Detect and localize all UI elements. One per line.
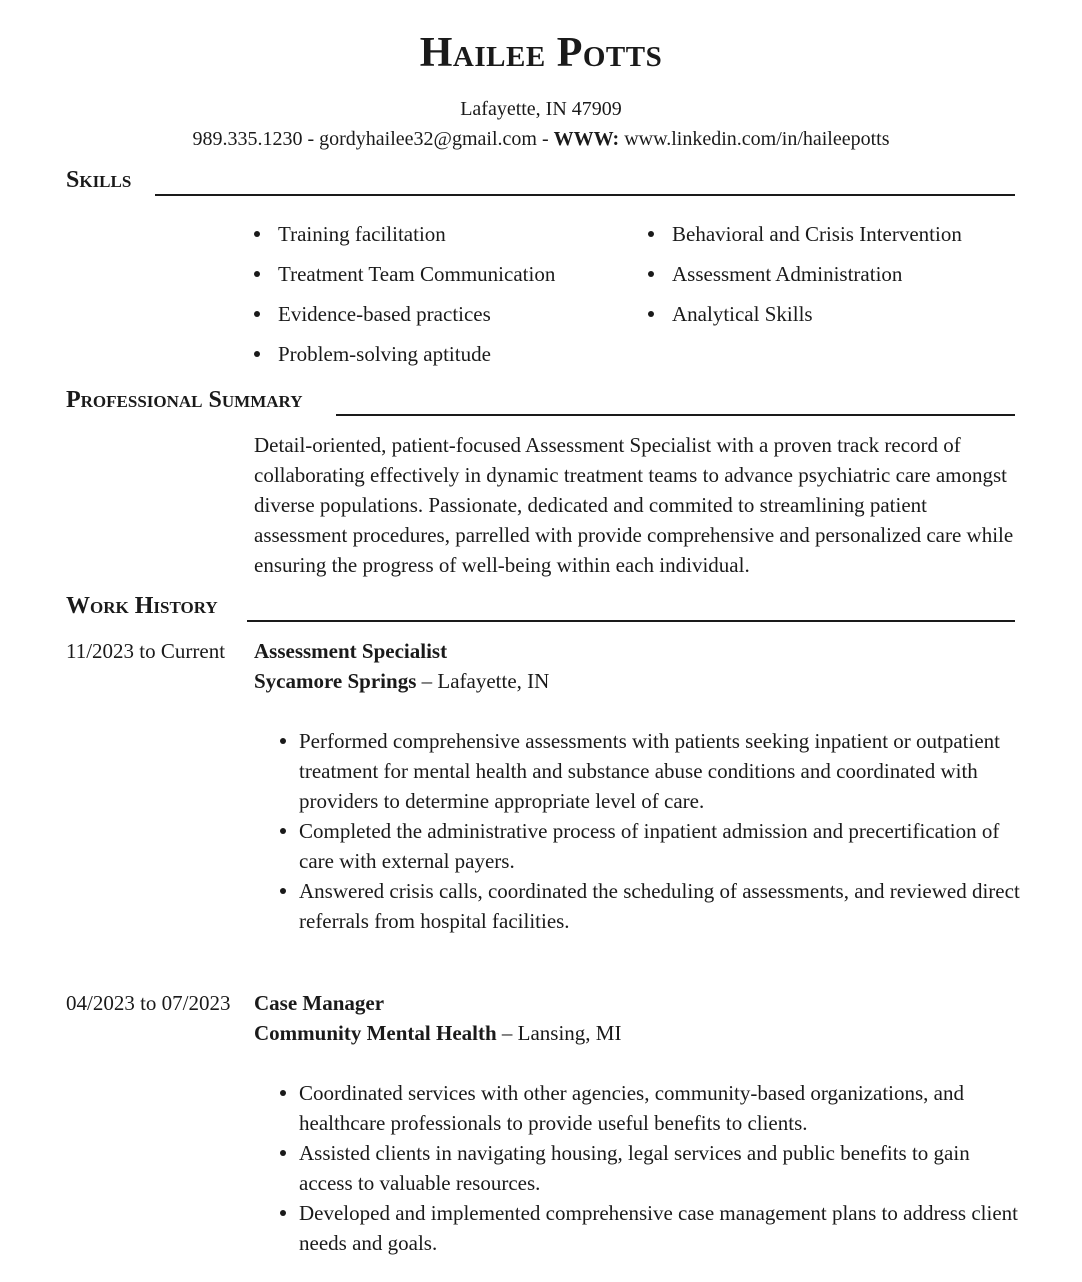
employer-name: Community Mental Health xyxy=(254,1021,497,1045)
skills-section-header xyxy=(66,166,1015,196)
contact-separator: - xyxy=(302,128,320,150)
job-dates: 11/2023 to Current xyxy=(66,639,226,663)
job-title: Assessment Specialist xyxy=(254,639,448,663)
summary-section-header xyxy=(66,386,1015,416)
contact-line xyxy=(0,127,1082,151)
contact-separator: - xyxy=(536,128,554,150)
section-divider xyxy=(155,194,1015,196)
phone-number: 989.335.1230 xyxy=(192,128,303,150)
skill-item: Behavioral and Crisis Intervention xyxy=(648,214,962,254)
www-label: WWW: xyxy=(553,128,620,150)
skill-item: Treatment Team Communication xyxy=(254,254,555,294)
candidate-address: Lafayette, IN 47909 xyxy=(460,98,622,120)
section-divider xyxy=(336,414,1015,416)
job-location: – Lansing, MI xyxy=(496,1021,622,1045)
skills-heading: Skills xyxy=(66,167,132,193)
job-location: – Lafayette, IN xyxy=(416,669,550,693)
section-divider xyxy=(247,620,1015,622)
responsibility-item: Completed the administrative process of inpatient admission and precertification of care with external payers. xyxy=(254,816,1024,876)
candidate-name: Hailee Potts xyxy=(419,30,663,76)
responsibility-item: Answered crisis calls, coordinated the scheduling of assessments, and reviewed direct referrals from hospital facilities. xyxy=(254,876,1024,936)
skill-item: Analytical Skills xyxy=(648,294,962,334)
job-employer-line xyxy=(254,666,549,696)
skill-item: Training facilitation xyxy=(254,214,555,254)
employer-name: Sycamore Springs xyxy=(254,669,417,693)
job-title: Case Manager xyxy=(254,991,385,1015)
job-employer-line xyxy=(254,1018,621,1048)
skills-column-2 xyxy=(648,214,962,334)
responsibility-item: Performed comprehensive assessments with patients seeking inpatient or outpatient treatment for mental health and substance abuse conditions and coordinated with providers to determine appropriate level of care. xyxy=(254,726,1024,816)
job-dates: 04/2023 to 07/2023 xyxy=(66,991,231,1015)
professional-summary-text: Detail-oriented, patient-focused Assessment Specialist with a proven track record of collaborating effectively in dynamic treatment teams to advance psychiatric care amongst diverse populations. Passionate, dedicated and commited to streamlining patient assessment procedures, parrelled with provide comprehensive and personalized care while ensuring the progress of well-being within each individual. xyxy=(254,433,1014,577)
skill-item: Assessment Administration xyxy=(648,254,962,294)
job-responsibilities xyxy=(254,1078,1024,1258)
summary-heading: Professional Summary xyxy=(66,387,303,413)
responsibility-item: Assisted clients in navigating housing, legal services and public benefits to gain access to valuable resources. xyxy=(254,1138,1024,1198)
skills-column-1 xyxy=(254,214,555,374)
work-history-section-header xyxy=(66,592,1015,622)
responsibility-item: Coordinated services with other agencies, community-based organizations, and healthcare professionals to provide useful benefits to clients. xyxy=(254,1078,1024,1138)
skill-item: Evidence-based practices xyxy=(254,294,555,334)
email-address: gordyhailee32@gmail.com xyxy=(319,128,537,150)
website-link: www.linkedin.com/in/haileepotts xyxy=(624,128,890,150)
job-responsibilities xyxy=(254,726,1024,936)
skill-item: Problem-solving aptitude xyxy=(254,334,555,374)
work-history-heading: Work History xyxy=(66,593,218,619)
responsibility-item: Developed and implemented comprehensive case management plans to address client needs and goals. xyxy=(254,1198,1024,1258)
